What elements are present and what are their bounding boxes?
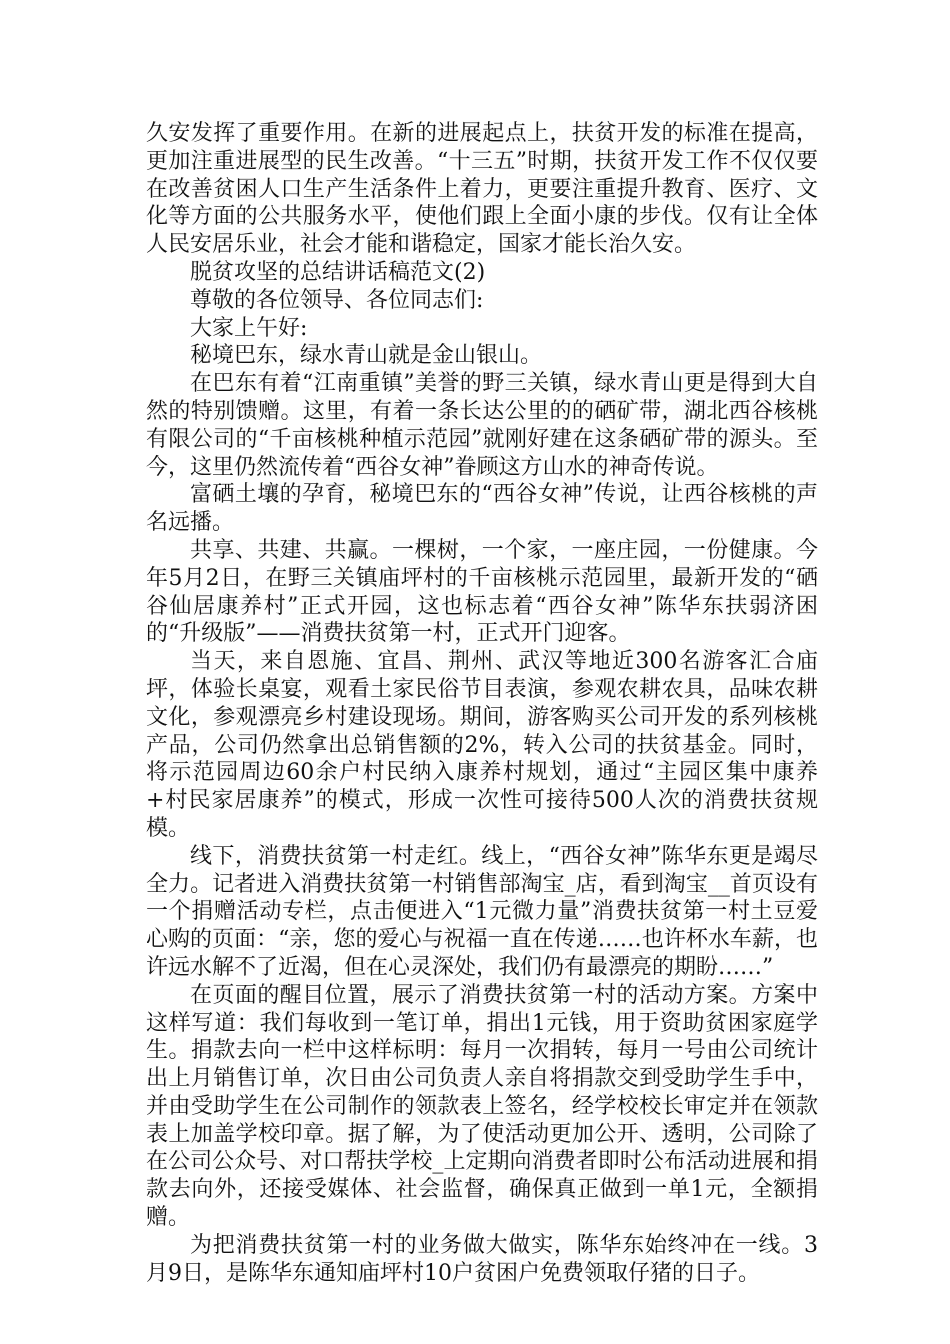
- paragraph: 在页面的醒目位置，展示了消费扶贫第一村的活动方案。方案中这样写道：我们每收到一笔订单，捐出1元钱，用于资助贫困家庭学生。捐款去向一栏中这样标明：每月一次捐转，每月一号由公司统计出上月销售订单，次日由公司负责人亲自将捐款交到受助学生手中，并由受助学生在公司制作的领款表上签名，经学校校长审定并在领款表上加盖学校印章。据了解，为了使活动更加公开、透明，公司除了在公司公众号、对口帮扶学校_上定期向消费者即时公布活动进展和捐款去向外，还接受媒体、社会监督，确保真正做到一单1元，全额捐赠。: [146, 982, 818, 1231]
- paragraph: 在巴东有着“江南重镇”美誉的野三关镇，绿水青山更是得到大自然的特别馈赠。这里，有着一条长达公里的的硒矿带，湖北西谷核桃有限公司的“千亩核桃种植示范园”就刚好建在这条硒矿带的源头。至今，这里仍然流传着“西谷女神”眷顾这方山水的神奇传说。: [146, 371, 818, 480]
- document-page: [146, 120, 818, 1287]
- section-heading: 脱贫攻坚的总结讲话稿范文(2): [190, 259, 486, 285]
- paragraph: 共享、共建、共赢。一棵树，一个家，一座庄园，一份健康。今年5月2日，在野三关镇庙坪村的千亩核桃示范园里，最新开发的“硒谷仙居康养村”正式开园，这也标志着“西谷女神”陈华东扶弱济困的“升级版”——消费扶贫第一村，正式开门迎客。: [146, 537, 818, 647]
- paragraph: 线下，消费扶贫第一村走红。线上，“西谷女神”陈华东更是竭尽全力。记者进入消费扶贫第一村销售部淘宝_店，看到淘宝__首页设有一个捐赠活动专栏，点击便进入“1元微力量”消费扶贫第一村土豆爱心购的页面：“亲，您的爱心与祝福一直在传递……也许杯水车薪，也许远水解不了近渴，但在心灵深处，我们仍有最漂亮的期盼……”: [146, 843, 818, 980]
- paragraph: 为把消费扶贫第一村的业务做大做实，陈华东始终冲在一线。3月9日，是陈华东通知庙坪村10户贫困户免费领取仔猪的日子。: [146, 1232, 818, 1286]
- paragraph: 秘境巴东，绿水青山就是金山银山。: [190, 343, 543, 369]
- paragraph: 富硒土壤的孕育，秘境巴东的“西谷女神”传说，让西谷核桃的声名远播。: [146, 482, 818, 536]
- salutation: 尊敬的各位领导、各位同志们:: [190, 287, 484, 313]
- greeting: 大家上午好:: [190, 315, 308, 341]
- paragraph-continuation: 久安发挥了重要作用。在新的进展起点上，扶贫开发的标准在提高，更加注重进展型的民生改善。“十三五”时期，扶贫开发工作不仅仅要在改善贫困人口生产生活条件上着力，更要注重提升教育、医疗、文化等方面的公共服务水平，使他们跟上全面小康的步伐。仅有让全体人民安居乐业，社会才能和谐稳定，国家才能长治久安。: [146, 121, 818, 258]
- paragraph: 当天，来自恩施、宜昌、荆州、武汉等地近300名游客汇合庙坪，体验长桌宴，观看土家民俗节目表演，参观农耕农具，品味农耕文化，参观漂亮乡村建设现场。期间，游客购买公司开发的系列核桃产品，公司仍然拿出总销售额的2%，转入公司的扶贫基金。同时，将示范园周边60余户村民纳入康养村规划，通过“主园区集中康养+村民家居康养”的模式，形成一次性可接待500人次的消费扶贫规模。: [146, 649, 818, 841]
